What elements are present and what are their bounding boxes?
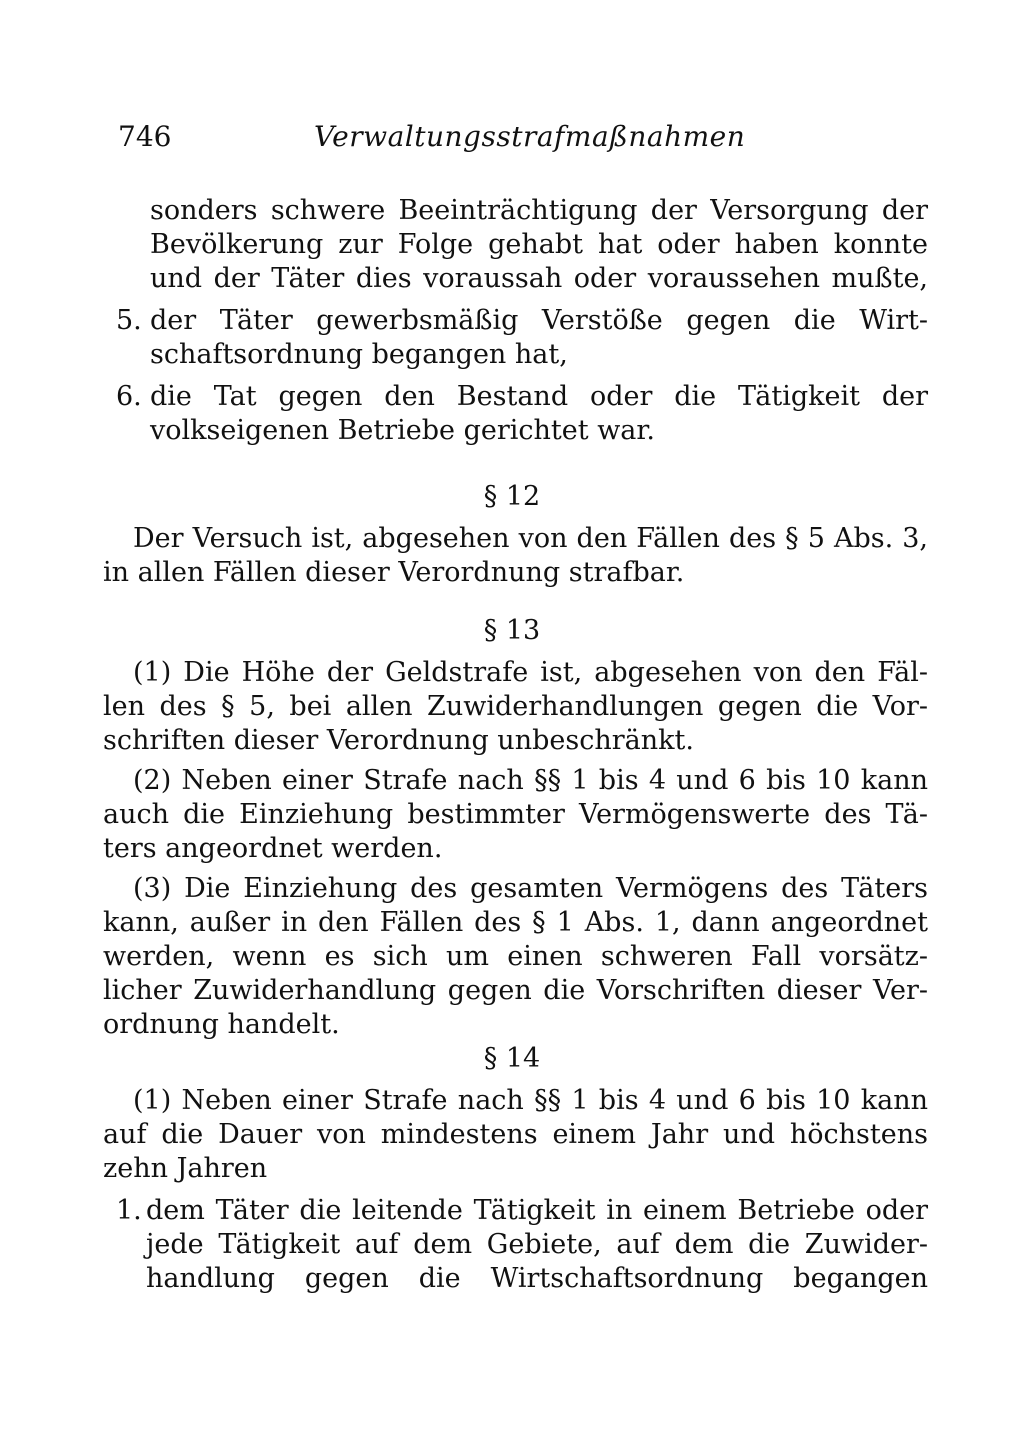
- text-line: zehn Jahren: [103, 1153, 268, 1184]
- list-number: 5.: [116, 305, 142, 336]
- section-heading: § 14: [483, 1043, 541, 1074]
- text-line: (1) Neben einer Strafe nach §§ 1 bis 4 und 6 bis 10 kann: [133, 1085, 928, 1116]
- running-title: Verwaltungsstrafmaßnahmen: [314, 120, 746, 153]
- list-number: 6.: [116, 381, 142, 412]
- text-line: handlung gegen die Wirtschaftsordnung begangen: [146, 1263, 928, 1294]
- text-line: dem Täter die leitende Tätigkeit in einem Betriebe oder: [146, 1195, 928, 1226]
- text-line: len des § 5, bei allen Zuwiderhandlungen gegen die Vor-: [103, 691, 928, 722]
- text-line: kann, außer in den Fällen des § 1 Abs. 1, dann angeordnet: [103, 907, 928, 938]
- text-line: Bevölkerung zur Folge gehabt hat oder haben konnte: [150, 229, 928, 260]
- text-line: werden, wenn es sich um einen schweren Fall vorsätz-: [103, 941, 928, 972]
- text-line: auch die Einziehung bestimmter Vermögenswerte des Tä-: [103, 799, 928, 830]
- text-line: auf die Dauer von mindestens einem Jahr und höchstens: [103, 1119, 928, 1150]
- text-line: der Täter gewerbsmäßig Verstöße gegen die Wirt-: [150, 305, 928, 336]
- text-line: ordnung handelt.: [103, 1009, 340, 1040]
- text-line: ters angeordnet werden.: [103, 833, 443, 864]
- list-number: 1.: [116, 1195, 142, 1226]
- page-header: [118, 120, 918, 160]
- section-heading: § 12: [483, 481, 541, 512]
- text-line: schriften dieser Verordnung unbeschränkt.: [103, 725, 694, 756]
- page-number: 746: [118, 120, 172, 153]
- text-line: jede Tätigkeit auf dem Gebiete, auf dem die Zuwider-: [146, 1229, 928, 1260]
- section-heading: § 13: [483, 615, 541, 646]
- text-line: die Tat gegen den Bestand oder die Tätigkeit der: [150, 381, 928, 412]
- text-line: volkseigenen Betriebe gerichtet war.: [150, 415, 655, 446]
- text-line: und der Täter dies voraussah oder voraussehen mußte,: [150, 263, 928, 294]
- text-line: schaftsordnung begangen hat,: [150, 339, 568, 370]
- text-line: Der Versuch ist, abgesehen von den Fällen des § 5 Abs. 3,: [133, 523, 928, 554]
- text-line: in allen Fällen dieser Verordnung strafbar.: [103, 557, 685, 588]
- text-line: sonders schwere Beeinträchtigung der Versorgung der: [150, 195, 928, 226]
- text-line: (3) Die Einziehung des gesamten Vermögens des Täters: [133, 873, 928, 904]
- text-line: licher Zuwiderhandlung gegen die Vorschriften dieser Ver-: [103, 975, 928, 1006]
- text-line: (2) Neben einer Strafe nach §§ 1 bis 4 und 6 bis 10 kann: [133, 765, 928, 796]
- text-line: (1) Die Höhe der Geldstrafe ist, abgesehen von den Fäl-: [133, 657, 928, 688]
